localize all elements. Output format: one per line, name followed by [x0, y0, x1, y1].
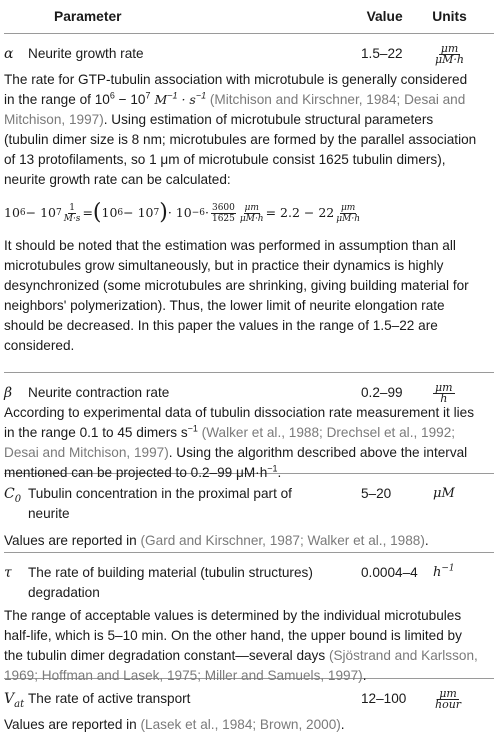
- param-units: $\frac{\mu m}{\mu M\cdot h}$: [435, 42, 464, 66]
- citation: (Mitchison and Kirschner, 1984; Desai and Mitchison, 1997): [4, 92, 466, 127]
- citation: (Gard and Kirschner, 1987; Walker et al., 1988): [140, 533, 425, 548]
- param-units: $\frac{\mu m}{h}$: [435, 381, 453, 405]
- param-name: Tubulin concentration in the proximal part of neurite: [28, 486, 292, 521]
- row-c0: [4, 474, 494, 553]
- alpha-description: The rate for GTP-tubulin association with microtubule is generally considered in the range of $10^6 - 10^7$ $M^{-1} \cdot s^{-1}$ (Mitchison and Kirschner, 1984; Desai and Mitchison, 1997). Using estimation of microtubule structural parameters (tubulin dimer size is 8 nm; microtubules are formed by the parallel association of 13 protofilaments, so 1 μm of microtubule consist 1625 tubulin dimers), neurite growth rate can be calculated:: [4, 72, 477, 187]
- alpha-note: It should be noted that the estimation was performed in assumption than all microtubules grow simultaneously, but in practice their dynamics is highly desynchronized (some microtubules are shrinking, giving building material for neighbors' polymerization). Thus, the lower limit of neurite elongation rate should be decreased. In this paper the values in the range of 1.5–22 are considered.: [4, 238, 469, 353]
- param-name: Neurite growth rate: [28, 46, 144, 61]
- param-value: 12–100: [361, 691, 407, 706]
- beta-description: According to experimental data of tubulin dissociation rate measurement it lies in the range 0.1 to 45 dimers $s^{-1}$ (Walker et al., 1988; Drechsel et al., 1992; Desai and Mitchison, 1997). Using the algorithm described above the interval mentioned can be projected to 0.2–99 $\mu M\cdot h^{-1}$.: [4, 405, 474, 480]
- param-units: μM: [433, 486, 455, 501]
- param-value: 0.2–99: [361, 385, 403, 400]
- param-units: $\frac{\mu m}{\text{hour}}$: [435, 687, 462, 711]
- symbol-alpha: α: [4, 46, 14, 62]
- symbol-vat: $V_{at}$: [4, 691, 25, 710]
- citation: (Lasek et al., 1984; Brown, 2000): [140, 717, 341, 732]
- param-line-tau: [4, 553, 494, 603]
- param-value: 1.5–22: [361, 46, 403, 61]
- vat-description: Values are reported in (Lasek et al., 1984; Brown, 2000).: [4, 717, 345, 732]
- param-value: 5–20: [361, 486, 392, 501]
- header-value: Value: [366, 8, 403, 24]
- citation: (Sjöstrand and Karlsson, 1969; Hoffman and Lasek, 1975; Miller and Samuels, 1997): [4, 648, 478, 683]
- growth-rate-equation: 10 6 − 10 7 $\frac{1}{M\cdot s}$ = ( 10 6 − 10 7 ) · 10 −6 · 3600 1625 $\frac{\mu m}{\mu M\cdot h}$ = 2.2 − 22 μm μM·h: [4, 200, 360, 225]
- header-units: Units: [432, 8, 467, 24]
- param-name: The rate of building material (tubulin structures) degradation: [28, 565, 313, 600]
- param-name: The rate of active transport: [28, 691, 191, 706]
- row-tau: [4, 553, 494, 683]
- c0-description: Values are reported in (Gard and Kirschner, 1987; Walker et al., 1988).: [4, 533, 429, 548]
- table-header: [4, 0, 494, 34]
- tau-description: The range of acceptable values is determined by the individual microtubules half-life, which is 5–10 min. On the other hand, the upper bound is limited by the tubulin dimer degradation constant—several days (Sjöstrand and Karlsson, 1969; Hoffman and Lasek, 1975; Miller and Samuels, 1997).: [4, 608, 478, 683]
- param-value: 0.0004–4: [361, 565, 418, 580]
- header-parameter: Parameter: [54, 8, 122, 24]
- symbol-beta: β: [4, 385, 13, 401]
- symbol-c0: $C_0$: [4, 486, 22, 505]
- param-units: $h^{-1}$: [433, 563, 455, 580]
- row-alpha: [4, 34, 494, 373]
- symbol-tau: τ: [4, 565, 12, 581]
- row-beta: [4, 373, 494, 480]
- param-line-beta: [4, 373, 494, 403]
- param-line-alpha: [4, 34, 494, 64]
- citation: (Walker et al., 1988; Drechsel et al., 1992; Desai and Mitchison, 1997): [4, 425, 456, 460]
- param-name: Neurite contraction rate: [28, 385, 170, 400]
- row-vat: [4, 679, 494, 754]
